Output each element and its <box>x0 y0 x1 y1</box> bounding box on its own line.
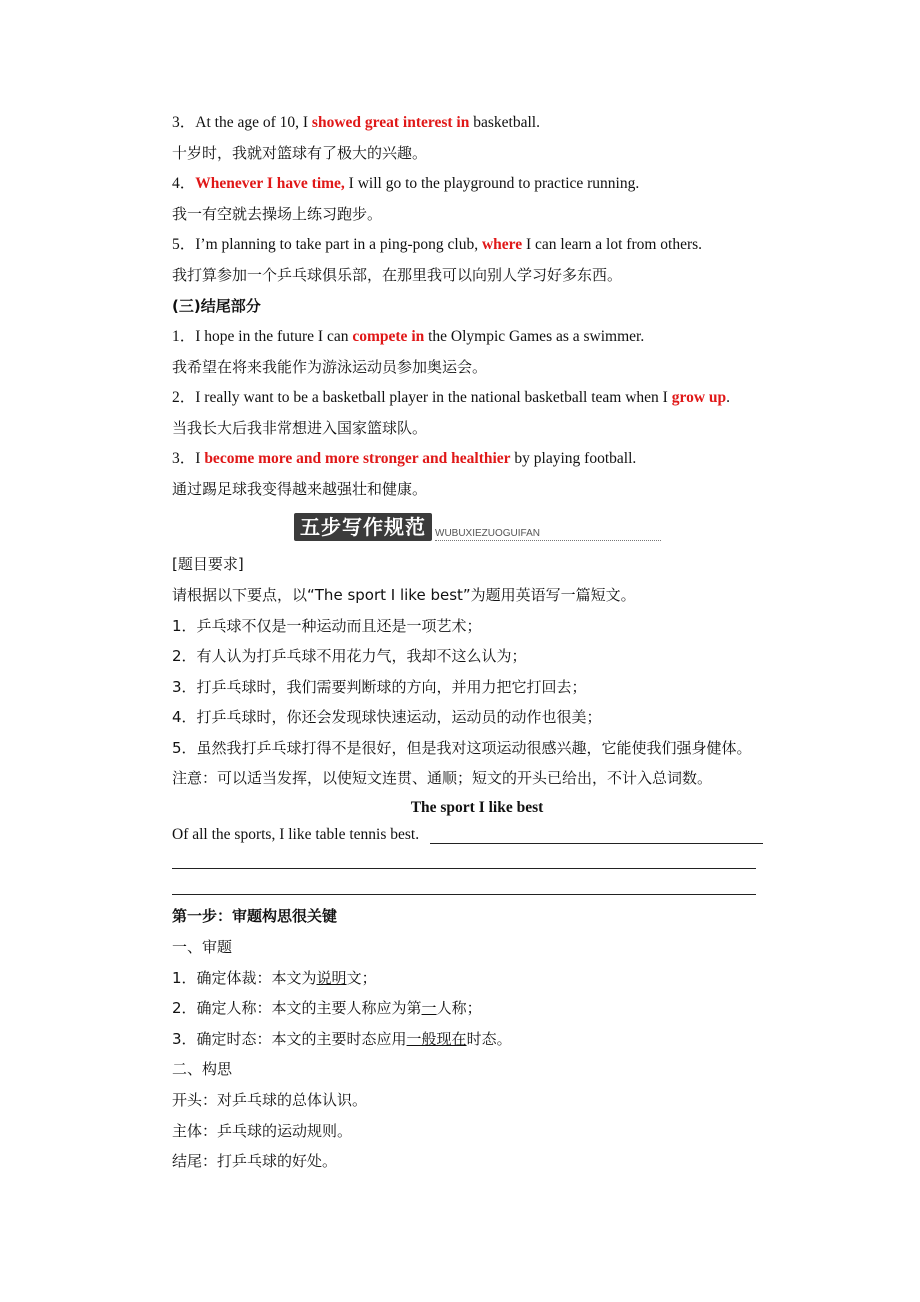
ending-item-1-translation: 我希望在将来我能作为游泳运动员参加奥运会。 <box>172 358 488 376</box>
ending-item-2-translation: 当我长大后我非常想进入国家篮球队。 <box>172 419 428 437</box>
task-label: [题目要求] <box>172 555 244 573</box>
task-point: 5．虽然我打乒乓球打得不是很好，但是我对这项运动很感兴趣，它能使我们强身健体。 <box>172 739 752 757</box>
key-phrase: Whenever I have time, <box>195 175 345 192</box>
ending-item-3-translation: 通过踢足球我变得越来越强壮和健康。 <box>172 480 428 498</box>
task-point: 3．打乒乓球时，我们需要判断球的方向，并用力把它打回去； <box>172 678 587 696</box>
middle-item-3: 3．At the age of 10, I showed great interest in basketball. <box>172 114 540 131</box>
key-phrase: where <box>481 236 523 253</box>
answer-line <box>172 894 756 895</box>
banner-subtitle: WUBUXIEZUOGUIFAN <box>435 528 661 541</box>
middle-item-5: 5．I’m planning to take part in a ping-pong club, where I can learn a lot from others. <box>172 236 703 253</box>
task-intro: 请根据以下要点，以“The sport I like best”为题用英语写一篇短文。 <box>172 586 636 604</box>
task-note: 注意：可以适当发挥，以使短文连贯、通顺；短文的开头已给出，不计入总词数。 <box>172 769 713 787</box>
essay-start: Of all the sports, I like table tennis best. <box>172 826 420 843</box>
answer-line <box>430 843 763 844</box>
key-phrase: become more and more stronger and healthier <box>204 450 511 467</box>
plan-heading: 二、构思 <box>172 1060 233 1078</box>
answer-blank: 一 <box>421 999 437 1017</box>
answer-blank: 说明 <box>316 969 347 987</box>
key-phrase: showed great interest in <box>311 114 470 131</box>
section-banner <box>294 511 661 541</box>
ending-item-2: 2．I really want to be a basketball player in the national basketball team when I grow up. <box>172 389 731 406</box>
key-phrase: compete in <box>352 328 425 345</box>
essay-title: The sport I like best <box>410 799 544 816</box>
plan-closing: 结尾：打乒乓球的好处。 <box>172 1152 338 1170</box>
answer-blank: 一般现在 <box>406 1030 467 1048</box>
middle-item-5-translation: 我打算参加一个乒乓球俱乐部，在那里我可以向别人学习好多东西。 <box>172 266 623 284</box>
genre-line: 1．确定体裁：本文为说明文； <box>172 969 377 987</box>
ending-heading: (三)结尾部分 <box>172 297 261 315</box>
plan-body: 主体：乒乓球的运动规则。 <box>172 1122 353 1140</box>
middle-item-4-translation: 我一有空就去操场上练习跑步。 <box>172 205 383 223</box>
tense-line: 3．确定时态：本文的主要时态应用一般现在时态。 <box>172 1030 512 1048</box>
step1-heading: 第一步：审题构思很关键 <box>172 907 338 925</box>
task-point: 1．乒乓球不仅是一种运动而且还是一项艺术； <box>172 617 482 635</box>
ending-item-3: 3．I become more and more stronger and healthier by playing football. <box>172 450 637 467</box>
key-phrase: grow up <box>671 389 727 406</box>
task-point: 2．有人认为打乒乓球不用花力气，我却不这么认为； <box>172 647 527 665</box>
middle-item-3-translation: 十岁时，我就对篮球有了极大的兴趣。 <box>172 144 428 162</box>
banner-title: 五步写作规范 <box>294 513 432 541</box>
ending-item-1: 1．I hope in the future I can compete in the Olympic Games as a swimmer. <box>172 328 645 345</box>
review-heading: 一、审题 <box>172 938 233 956</box>
middle-item-4: 4．Whenever I have time, I will go to the playground to practice running. <box>172 175 640 192</box>
answer-line <box>172 868 756 869</box>
task-point: 4．打乒乓球时，你还会发现球快速运动，运动员的动作也很美； <box>172 708 602 726</box>
person-line: 2．确定人称：本文的主要人称应为第一人称； <box>172 999 482 1017</box>
plan-opening: 开头：对乒乓球的总体认识。 <box>172 1091 368 1109</box>
